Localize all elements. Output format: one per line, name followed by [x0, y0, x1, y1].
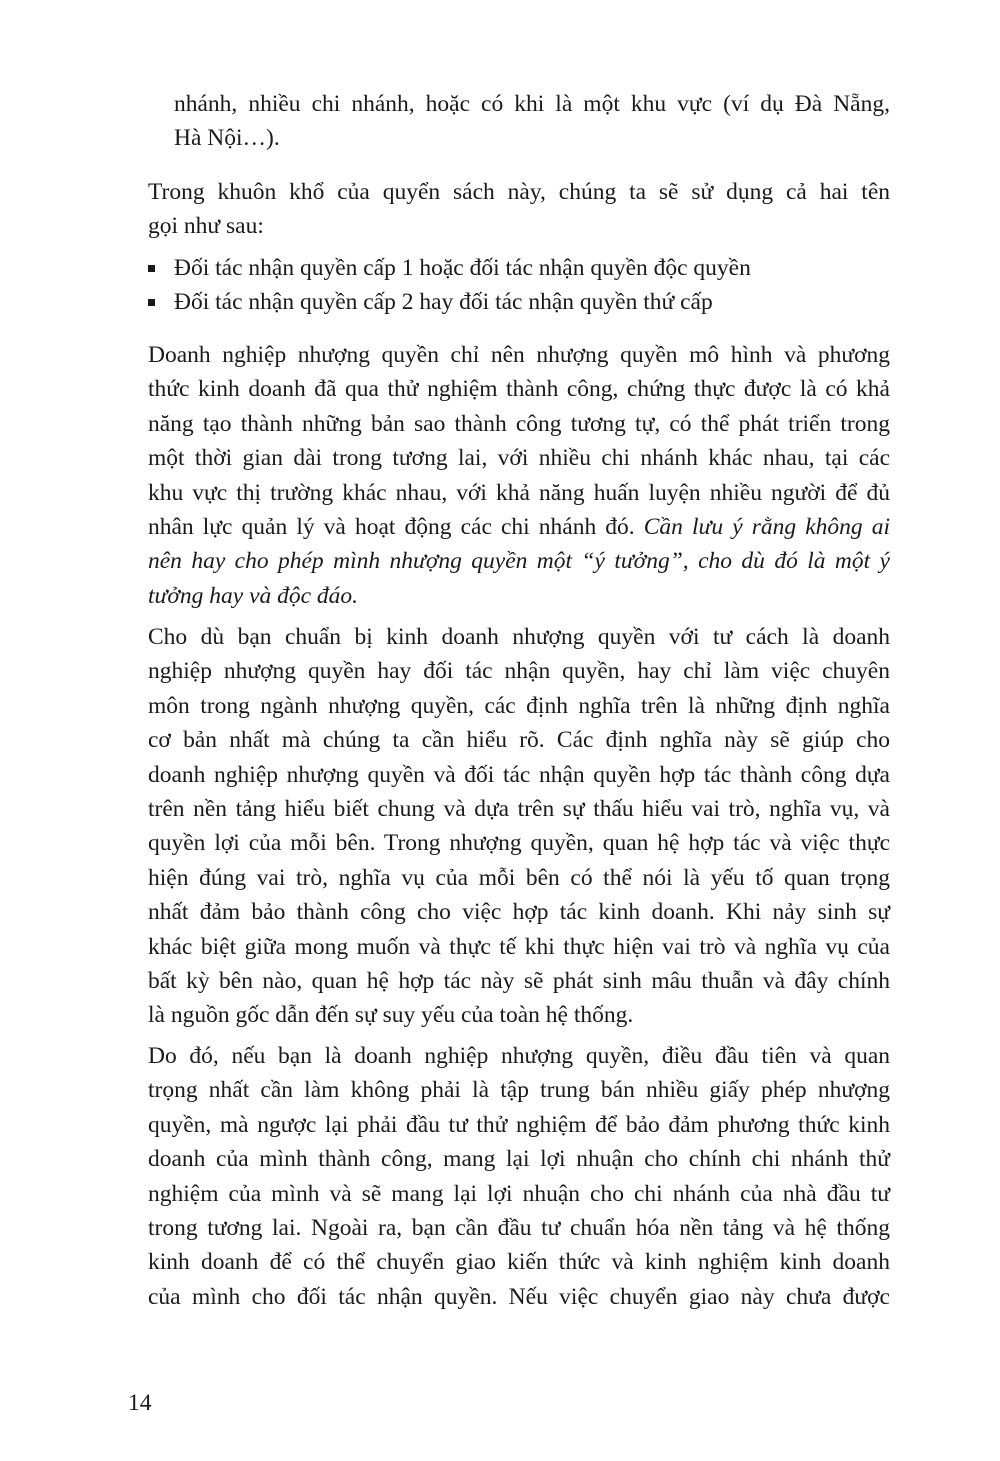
list-item-text: Đối tác nhận quyền cấp 2 hay đối tác nhận quyền thứ cấp [174, 289, 713, 316]
text-line: năng tạo thành những bản sao thành công tương tự, có thể phát triển trong [148, 410, 890, 437]
text-line: nhất đảm bảo thành công cho việc hợp tác kinh doanh. Khi nảy sinh sự [148, 899, 890, 926]
text-line: Trong khuôn khổ của quyển sách này, chúng ta sẽ sử dụng cả hai tên [148, 179, 890, 205]
text-line: của mình cho đối tác nhận quyền. Nếu việc chuyển giao này chưa được [148, 1283, 890, 1310]
intro-paragraph [148, 175, 890, 244]
text-line: Doanh nghiệp nhượng quyền chỉ nên nhượng quyền mô hình và phương [148, 342, 890, 368]
square-bullet-icon [148, 265, 155, 272]
list-item [148, 251, 890, 285]
text-line: trên nền tảng hiểu biết chung và dựa trên sự thấu hiểu vai trò, nghĩa vụ, và [148, 796, 890, 823]
text-line: trong tương lai. Ngoài ra, bạn cần đầu tư chuẩn hóa nền tảng và hệ thống [148, 1215, 890, 1242]
text-line: nhánh, nhiều chi nhánh, hoặc có khi là một khu vực (ví dụ Đà Nẵng, [174, 91, 890, 117]
text-segment: nhân lực quản lý và hoạt động các chi nhánh đó. [148, 514, 644, 541]
text-line: trọng nhất cần làm không phải là tập trung bán nhiều giấy phép nhượng [148, 1077, 890, 1104]
paragraph-definitions [148, 620, 890, 1033]
text-line: doanh nghiệp nhượng quyền và đối tác nhận quyền hợp tác thành công dựa [148, 761, 890, 788]
text-line: khu vực thị trường khác nhau, với khả năng huấn luyện nhiều người để đủ [148, 479, 890, 506]
paragraph-recommendation [148, 1039, 890, 1314]
list-item [148, 285, 890, 319]
text-line: gọi như sau: [148, 213, 264, 240]
page-number: 14 [128, 1390, 152, 1416]
text-line: quyền, mà ngược lại phải đầu tư thử nghiệm để bảo đảm phương thức kinh [148, 1111, 890, 1138]
text-line: thức kinh doanh đã qua thử nghiệm thành công, chứng thực được là có khả [148, 376, 890, 403]
text-line-mixed [148, 510, 890, 544]
italic-text-segment: Cần lưu ý rằng không ai [643, 514, 890, 541]
text-line: doanh của mình thành công, mang lại lợi nhuận cho chính chi nhánh thử [148, 1146, 890, 1173]
italic-text-line: nên hay cho phép mình nhượng quyền một “ý tưởng”, cho dù đó là một ý [148, 548, 890, 575]
italic-text-line: tưởng hay và độc đáo. [148, 582, 359, 609]
bullet-list [148, 251, 890, 320]
continuation-text [174, 87, 890, 156]
text-line: Cho dù bạn chuẩn bị kinh doanh nhượng quyền với tư cách là doanh [148, 624, 890, 650]
text-line: Do đó, nếu bạn là doanh nghiệp nhượng quyền, điều đầu tiên và quan [148, 1043, 890, 1069]
text-line: hiện đúng vai trò, nghĩa vụ của mỗi bên có thể nói là yếu tố quan trọng [148, 864, 890, 891]
square-bullet-icon [148, 299, 155, 306]
text-line: nghiệm của mình và sẽ mang lại lợi nhuận cho chi nhánh của nhà đầu tư [148, 1180, 890, 1207]
text-line: một thời gian dài trong tương lai, với nhiều chi nhánh khác nhau, tại các [148, 445, 890, 472]
text-line: là nguồn gốc dẫn đến sự suy yếu của toàn hệ thống. [148, 1002, 634, 1029]
text-line: bất kỳ bên nào, quan hệ hợp tác này sẽ phát sinh mâu thuẫn và đây chính [148, 968, 890, 995]
text-line: môn trong ngành nhượng quyền, các định nghĩa trên là những định nghĩa [148, 692, 890, 719]
list-item-text: Đối tác nhận quyền cấp 1 hoặc đối tác nhận quyền độc quyền [174, 255, 751, 281]
text-line: nghiệp nhượng quyền hay đối tác nhận quyền, hay chỉ làm việc chuyên [148, 658, 890, 685]
text-line: Hà Nội…). [174, 125, 280, 152]
text-line: quyền lợi của mỗi bên. Trong nhượng quyền, quan hệ hợp tác và việc thực [148, 830, 890, 857]
text-line: cơ bản nhất mà chúng ta cần hiểu rõ. Các định nghĩa này sẽ giúp cho [148, 727, 890, 754]
paragraph-franchise-model [148, 338, 890, 613]
text-line: kinh doanh để có thể chuyển giao kiến thức và kinh nghiệm kinh doanh [148, 1249, 890, 1276]
text-line: khác biệt giữa mong muốn và thực tế khi thực hiện vai trò và nghĩa vụ của [148, 933, 890, 960]
